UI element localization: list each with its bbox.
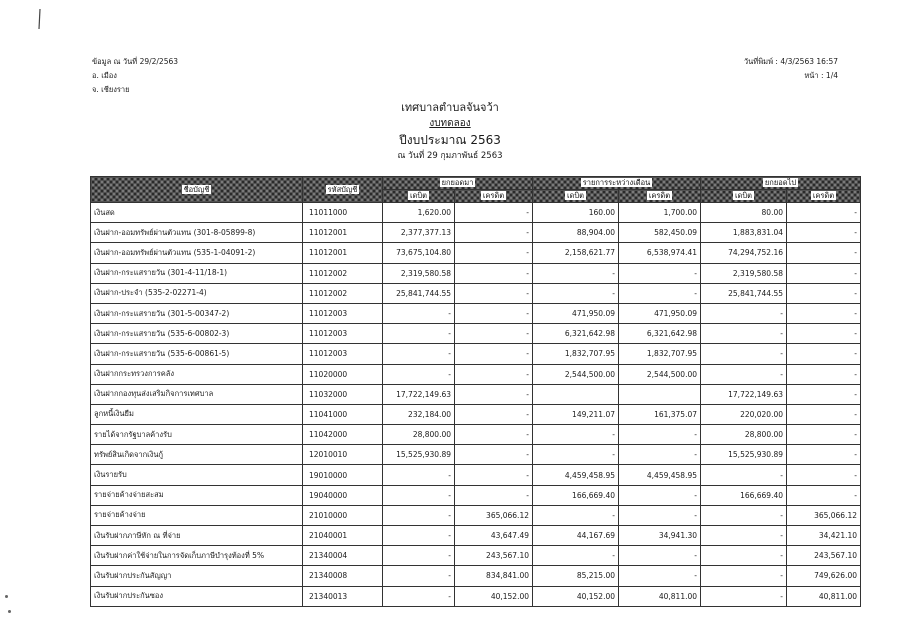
bf-debit: 232,184.00 [383,404,455,424]
mv-debit: 1,832,707.95 [533,344,619,364]
mv-credit: - [619,546,701,566]
cf-credit: 40,811.00 [787,586,861,606]
mv-debit: 4,459,458.95 [533,465,619,485]
cf-debit: 80.00 [701,203,787,223]
bf-debit: 1,620.00 [383,203,455,223]
mv-credit: 4,459,458.95 [619,465,701,485]
bf-credit: - [455,404,533,424]
account-code: 19040000 [303,485,383,505]
bf-debit: - [383,303,455,323]
bf-credit: 243,567.10 [455,546,533,566]
table-row [91,586,861,606]
account-name: เงินฝาก-กระแสรายวัน (301-5-00347-2) [91,303,303,323]
bf-credit: - [455,384,533,404]
mv-credit: 34,941.30 [619,526,701,546]
bf-debit: 2,319,580.58 [383,263,455,283]
report-title-block [0,100,900,164]
data-date: ข้อมูล ณ วันที่ 29/2/2563 [92,57,179,66]
mv-debit: 471,950.09 [533,303,619,323]
bf-debit: 15,525,930.89 [383,445,455,465]
account-code: 11020000 [303,364,383,384]
mv-credit: 161,375.07 [619,404,701,424]
mv-debit: - [533,445,619,465]
bf-debit: - [383,324,455,344]
bf-debit: - [383,465,455,485]
mv-credit: - [619,566,701,586]
mv-debit [533,384,619,404]
account-code: 12010010 [303,445,383,465]
account-name: เงินฝาก-ออมทรัพย์ผ่านตัวแทน (301-8-05899-8) [91,223,303,243]
cf-debit: - [701,526,787,546]
bf-debit: 28,800.00 [383,425,455,445]
mv-credit: 40,811.00 [619,586,701,606]
account-code: 11012002 [303,283,383,303]
mv-credit: - [619,505,701,525]
bf-credit: - [455,485,533,505]
district: อ. เมือง [92,71,117,80]
speck-mark [5,595,8,598]
cf-debit: 25,841,744.55 [701,283,787,303]
cf-debit: 2,319,580.58 [701,263,787,283]
cf-debit: 1,883,831.04 [701,223,787,243]
account-name: รายจ่ายค้างจ่ายสะสม [91,485,303,505]
account-code: 21340004 [303,546,383,566]
bf-debit: 2,377,377.13 [383,223,455,243]
mv-credit: - [619,283,701,303]
mv-debit: 160.00 [533,203,619,223]
mv-credit: - [619,425,701,445]
bf-credit: 43,647.49 [455,526,533,546]
bf-debit: - [383,586,455,606]
bf-credit: 834,841.00 [455,566,533,586]
account-name: เงินรับฝากค่าใช้จ่ายในการจัดเก็บภาษีบำรุงท้องที่ 5% [91,546,303,566]
account-code: 11041000 [303,404,383,424]
table-row [91,445,861,465]
cf-credit: - [787,465,861,485]
bf-debit: - [383,546,455,566]
cf-credit: - [787,384,861,404]
table-row [91,263,861,283]
mv-debit: - [533,505,619,525]
account-code: 21040001 [303,526,383,546]
cf-credit: 243,567.10 [787,546,861,566]
bf-credit: 365,066.12 [455,505,533,525]
mv-debit: - [533,263,619,283]
mv-credit: - [619,263,701,283]
table-row [91,425,861,445]
mv-debit: 44,167.69 [533,526,619,546]
bf-credit: - [455,445,533,465]
table-row [91,566,861,586]
bf-credit: - [455,283,533,303]
bf-credit: - [455,465,533,485]
mv-debit: 88,904.00 [533,223,619,243]
bf-debit: 73,675,104.80 [383,243,455,263]
bf-debit: - [383,344,455,364]
account-name: เงินฝาก-กระแสรายวัน (535-6-00861-5) [91,344,303,364]
cf-credit: - [787,283,861,303]
account-name: เงินฝาก-ออมทรัพย์ผ่านตัวแทน (535-1-04091-2) [91,243,303,263]
cf-credit: - [787,344,861,364]
table-row [91,243,861,263]
account-name: เงินสด [91,203,303,223]
cf-credit: - [787,364,861,384]
speck-mark [8,610,11,613]
mv-credit: 471,950.09 [619,303,701,323]
account-code: 19010000 [303,465,383,485]
cf-credit: - [787,223,861,243]
mv-credit [619,384,701,404]
account-code: 11012003 [303,344,383,364]
account-code: 11012001 [303,243,383,263]
bf-debit: - [383,526,455,546]
table-row [91,283,861,303]
header-credit: เครดิต [619,190,701,203]
print-date: วันที่พิมพ์ : 4/3/2563 16:57 [743,57,838,66]
table-row [91,344,861,364]
header-debit: เดบิต [533,190,619,203]
cf-debit: - [701,303,787,323]
cf-debit: 220,020.00 [701,404,787,424]
bf-credit: - [455,223,533,243]
account-name: รายได้จากรัฐบาลค้างรับ [91,425,303,445]
bf-credit: - [455,364,533,384]
cf-credit: - [787,203,861,223]
mv-debit: 40,152.00 [533,586,619,606]
header-credit: เครดิต [787,190,861,203]
table-row [91,303,861,323]
table-row [91,404,861,424]
bf-credit: - [455,425,533,445]
pen-stroke-mark [37,8,43,30]
report-header-right [744,55,838,83]
mv-debit: 2,544,500.00 [533,364,619,384]
bf-debit: 25,841,744.55 [383,283,455,303]
mv-credit: - [619,485,701,505]
account-code: 11012003 [303,303,383,323]
table-row [91,203,861,223]
header-account-code: รหัสบัญชี [303,177,383,203]
table-row [91,223,861,243]
bf-credit: - [455,203,533,223]
account-code: 11012001 [303,223,383,243]
cf-credit: 365,066.12 [787,505,861,525]
cf-debit: - [701,465,787,485]
cf-credit: - [787,243,861,263]
table-row [91,526,861,546]
cf-credit: 34,421.10 [787,526,861,546]
cf-debit: - [701,546,787,566]
province: จ. เชียงราย [92,85,130,94]
header-credit: เครดิต [455,190,533,203]
table-row [91,384,861,404]
page-number: หน้า : 1/4 [804,71,838,80]
cf-debit: - [701,505,787,525]
header-debit: เดบิต [383,190,455,203]
mv-debit: - [533,546,619,566]
as-of-date: ณ วันที่ 29 กุมภาพันธ์ 2563 [397,151,503,161]
header-brought-forward: ยกยอดมา [383,177,533,190]
mv-credit: 1,700.00 [619,203,701,223]
account-name: เงินฝาก-กระแสรายวัน (535-6-00802-3) [91,324,303,344]
cf-debit: - [701,324,787,344]
bf-debit: - [383,505,455,525]
account-name: ลูกหนี้เงินยืม [91,404,303,424]
header-account-name: ชื่อบัญชี [91,177,303,203]
mv-debit: 166,669.40 [533,485,619,505]
account-code: 21340013 [303,586,383,606]
mv-credit: 6,538,974.41 [619,243,701,263]
cf-debit: 28,800.00 [701,425,787,445]
mv-credit: 2,544,500.00 [619,364,701,384]
bf-debit: - [383,566,455,586]
account-code: 21340008 [303,566,383,586]
report-title: งบทดลอง [429,118,471,129]
account-name: เงินรับฝากภาษีหัก ณ ที่จ่าย [91,526,303,546]
table-row [91,505,861,525]
cf-debit: - [701,586,787,606]
bf-credit: - [455,243,533,263]
account-code: 11032000 [303,384,383,404]
mv-debit: - [533,425,619,445]
cf-credit: - [787,404,861,424]
account-name: เงินรายรับ [91,465,303,485]
header-carried-forward: ยกยอดไป [701,177,861,190]
mv-debit: - [533,283,619,303]
account-name: เงินรับฝากประกันสัญญา [91,566,303,586]
trial-balance-table [90,176,861,607]
mv-credit: 1,832,707.95 [619,344,701,364]
mv-credit: - [619,445,701,465]
organization-title: เทศบาลตำบลจันจว้า [401,101,499,114]
cf-credit: - [787,425,861,445]
cf-debit: 74,294,752.16 [701,243,787,263]
cf-credit: - [787,324,861,344]
bf-debit: - [383,364,455,384]
table-row [91,546,861,566]
header-period-movement: รายการระหว่างเดือน [533,177,701,190]
mv-debit: 6,321,642.98 [533,324,619,344]
account-name: เงินรับฝากประกันซอง [91,586,303,606]
fiscal-year: ปีงบประมาณ 2563 [399,133,501,147]
account-code: 11011000 [303,203,383,223]
cf-credit: - [787,263,861,283]
bf-credit: 40,152.00 [455,586,533,606]
mv-debit: 2,158,621.77 [533,243,619,263]
bf-debit: 17,722,149.63 [383,384,455,404]
header-debit: เดบิต [701,190,787,203]
table-row [91,485,861,505]
cf-credit: - [787,485,861,505]
account-name: เงินฝากกระทรวงการคลัง [91,364,303,384]
report-header-left [92,55,178,97]
mv-debit: 149,211.07 [533,404,619,424]
cf-credit: - [787,445,861,465]
cf-credit: - [787,303,861,323]
bf-credit: - [455,324,533,344]
bf-credit: - [455,263,533,283]
bf-credit: - [455,344,533,364]
account-name: ทรัพย์สินเกิดจากเงินกู้ [91,445,303,465]
table-row [91,324,861,344]
cf-debit: - [701,364,787,384]
cf-debit: - [701,344,787,364]
mv-credit: 6,321,642.98 [619,324,701,344]
account-code: 11012003 [303,324,383,344]
cf-credit: 749,626.00 [787,566,861,586]
cf-debit: - [701,566,787,586]
bf-debit: - [383,485,455,505]
account-name: เงินฝากกองทุนส่งเสริมกิจการเทศบาล [91,384,303,404]
cf-debit: 17,722,149.63 [701,384,787,404]
account-code: 11042000 [303,425,383,445]
cf-debit: 166,669.40 [701,485,787,505]
account-code: 11012002 [303,263,383,283]
cf-debit: 15,525,930.89 [701,445,787,465]
account-name: เงินฝาก-กระแสรายวัน (301-4-11/18-1) [91,263,303,283]
mv-credit: 582,450.09 [619,223,701,243]
table-row [91,364,861,384]
mv-debit: 85,215.00 [533,566,619,586]
account-name: เงินฝาก-ประจำ (535-2-02271-4) [91,283,303,303]
table-row [91,465,861,485]
bf-credit: - [455,303,533,323]
account-name: รายจ่ายค้างจ่าย [91,505,303,525]
account-code: 21010000 [303,505,383,525]
